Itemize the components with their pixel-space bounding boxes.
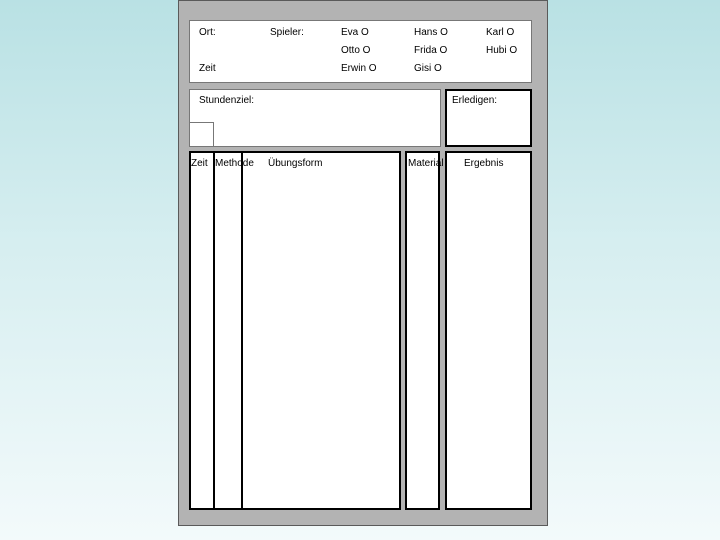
player-frida: Frida O [414,45,448,56]
stundenziel-box [189,89,441,147]
player-karl: Karl O [486,27,515,38]
stundenziel-label: Stundenziel: [199,95,255,106]
player-hans: Hans O [414,27,448,38]
player-erwin: Erwin O [341,63,377,74]
column-header-material: Material [408,158,444,169]
ergebnis-column [445,151,532,510]
material-column [405,151,444,510]
spieler-label: Spieler: [270,27,304,38]
column-divider [213,153,215,508]
column-header-zeit: Zeit [191,158,208,169]
column-header-methode: Methode [215,158,254,169]
player-otto: Otto O [341,45,371,56]
column-header-uebungsform: Übungsform [268,158,323,169]
zeit-label: Zeit [199,63,216,74]
column-header-ergebnis: Ergebnis [464,158,504,169]
planning-sheet [178,0,548,526]
ort-label: Ort: [199,27,216,38]
header-box [189,20,532,83]
player-eva: Eva O [341,27,369,38]
column-divider [241,153,243,508]
erledigen-box [445,89,532,147]
small-empty-box [189,122,214,147]
player-hubi: Hubi O [486,45,518,56]
erledigen-label: Erledigen: [452,95,498,106]
player-gisi: Gisi O [414,63,442,74]
main-table [189,151,401,510]
